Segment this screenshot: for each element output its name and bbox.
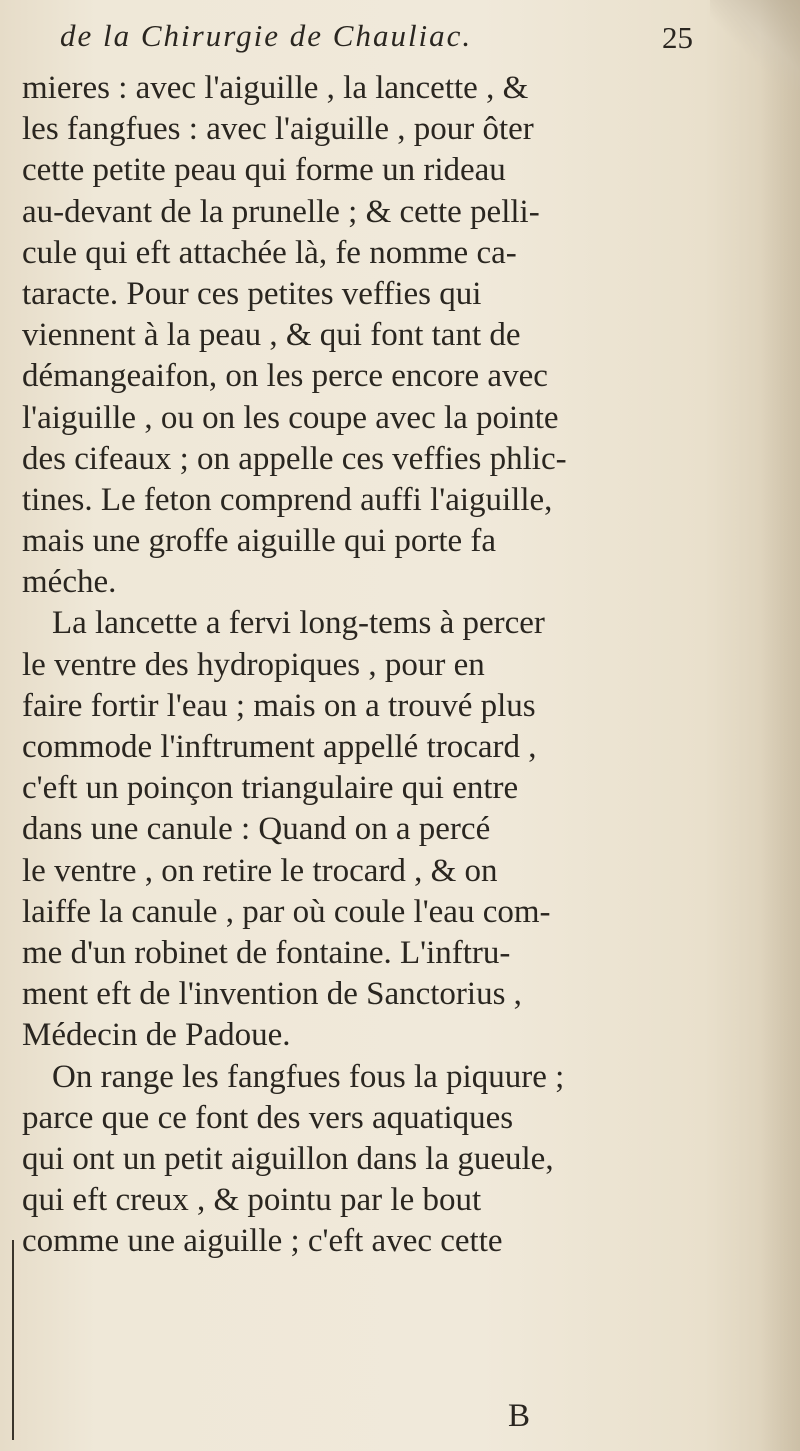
signature-mark: B: [508, 1398, 531, 1434]
text-line: les fangfues : avec l'aiguille , pour ôter: [22, 111, 534, 148]
text-line: méche.: [22, 564, 117, 601]
running-head: de la Chirurgie de Chauliac.: [60, 18, 473, 53]
text-line: qui eft creux , & pointu par le bout: [22, 1182, 482, 1219]
page-footer: [0, 1398, 800, 1448]
text-line: taracte. Pour ces petites veffies qui: [22, 275, 482, 312]
text-line: viennent à la peau , & qui font tant de: [22, 317, 521, 354]
text-line: mais une groffe aiguille qui porte fa: [22, 523, 497, 560]
text-line: l'aiguille , ou on les coupe avec la pointe: [22, 399, 559, 436]
text-line: tines. Le feton comprend auffi l'aiguille,: [22, 481, 553, 518]
text-line: Médecin de Padoue.: [22, 1017, 291, 1054]
text-line: commode l'inftrument appellé trocard ,: [22, 729, 537, 765]
text-line: mieres : avec l'aiguille , la lancette , &: [22, 70, 529, 106]
text-line: laiffe la canule , par où coule l'eau com-: [22, 893, 551, 930]
text-line: c'eft un poinçon triangulaire qui entre: [22, 770, 519, 807]
text-line: dans une canule : Quand on a percé: [22, 811, 491, 848]
text-line: cule qui eft attachée là, fe nomme ca-: [22, 234, 517, 271]
paragraph-start-line: On range les fangfues fous la piquure ;: [52, 1058, 565, 1095]
text-line: des cifeaux ; on appelle ces veffies phlic-: [22, 440, 567, 477]
text-line: me d'un robinet de fontaine. L'inftru-: [22, 934, 511, 971]
text-line: démangeaifon, on les perce encore avec: [22, 358, 548, 395]
text-line: faire fortir l'eau ; mais on a trouvé plus: [22, 687, 536, 724]
text-line: le ventre des hydropiques , pour en: [22, 646, 485, 683]
text-line: le ventre , on retire le trocard , & on: [22, 852, 498, 889]
body-text: [22, 68, 782, 1262]
text-line: comme une aiguille ; c'eft avec cette: [22, 1223, 503, 1260]
page-number: 25: [662, 20, 693, 55]
text-line: qui ont un petit aiguillon dans la gueule,: [22, 1140, 554, 1177]
text-line: parce que ce font des vers aquatiques: [22, 1099, 514, 1136]
text-line: au-devant de la prunelle ; & cette pelli-: [22, 193, 540, 230]
text-line: ment eft de l'invention de Sanctorius ,: [22, 976, 522, 1013]
paragraph-start-line: La lancette a fervi long-tems à percer: [52, 605, 545, 642]
text-line: cette petite peau qui forme un rideau: [22, 152, 506, 189]
page-header: [0, 18, 800, 68]
